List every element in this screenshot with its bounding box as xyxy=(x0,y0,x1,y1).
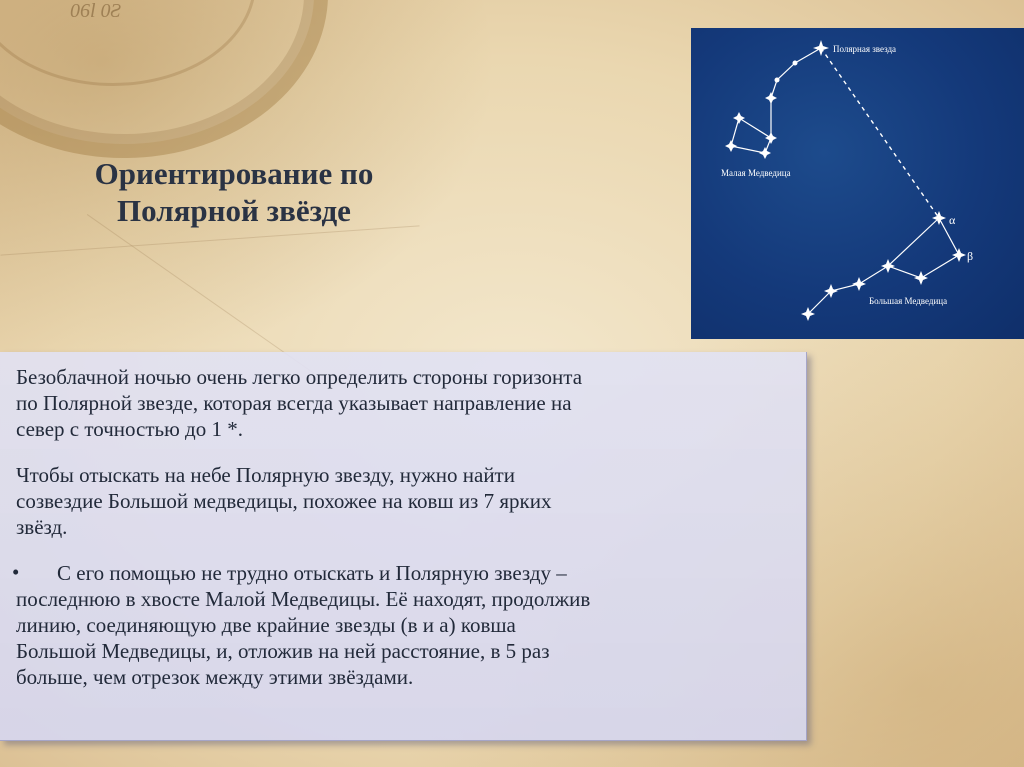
alpha-label: α xyxy=(949,213,956,227)
star xyxy=(725,140,737,152)
big-dipper-bowl-line xyxy=(888,218,939,266)
title-line-2: Полярной звёзде xyxy=(117,193,351,228)
paragraph-line: Большой Медведицы, и, отложив на ней расстояние, в 5 раз xyxy=(16,639,550,663)
big-dipper-label: Большая Медведица xyxy=(869,296,948,306)
paragraph-line: Безоблачной ночью очень легко определить стороны горизонта xyxy=(16,365,583,389)
paragraph-line: больше, чем отрезок между этими звёздами. xyxy=(16,665,414,689)
paragraph-line: последнюю в хвосте Малой Медведицы. Её находят, продолжив xyxy=(16,587,591,611)
star xyxy=(793,61,798,66)
map-line xyxy=(0,225,419,255)
paragraph-line: по Полярной звезде, которая всегда указывает направление на xyxy=(16,391,572,415)
paragraph-line: Чтобы отыскать на небе Полярную звезду, нужно найти xyxy=(16,463,515,487)
polaris-label: Полярная звезда xyxy=(833,44,897,54)
star xyxy=(765,132,777,144)
paragraph-line: север с точностью до 1 *. xyxy=(16,417,243,441)
star xyxy=(775,78,780,83)
slide-title xyxy=(44,155,424,229)
paragraph-line: звёзд. xyxy=(16,515,68,539)
paragraph-line: созвездие Большой медведицы, похожее на ковш из 7 ярких xyxy=(16,489,552,513)
polaris-star xyxy=(813,40,829,56)
content-text-box xyxy=(0,352,807,741)
star-map-svg xyxy=(691,28,1024,339)
paragraph-3 xyxy=(16,560,796,690)
pointer-line xyxy=(821,48,939,218)
beta-star xyxy=(952,248,966,262)
star xyxy=(852,277,866,291)
star xyxy=(914,271,928,285)
paragraph-2 xyxy=(16,462,796,540)
compass-digits: 06l 0Ƨ xyxy=(70,0,121,22)
bullet-marker: • xyxy=(12,560,20,584)
title-line-1: Ориентирование по xyxy=(94,156,374,191)
star xyxy=(765,92,777,104)
paragraph-1 xyxy=(16,364,796,442)
little-dipper-label: Малая Медведица xyxy=(721,168,791,178)
star-map-image xyxy=(691,28,1024,339)
beta-label: β xyxy=(967,249,974,263)
star xyxy=(759,147,771,159)
paragraph-line: С его помощью не трудно отыскать и Полярную звезду – xyxy=(36,561,567,585)
star xyxy=(733,112,745,124)
paragraph-line: линию, соединяющую две крайние звезды (в и а) ковша xyxy=(16,613,516,637)
little-dipper-lines xyxy=(731,48,821,153)
